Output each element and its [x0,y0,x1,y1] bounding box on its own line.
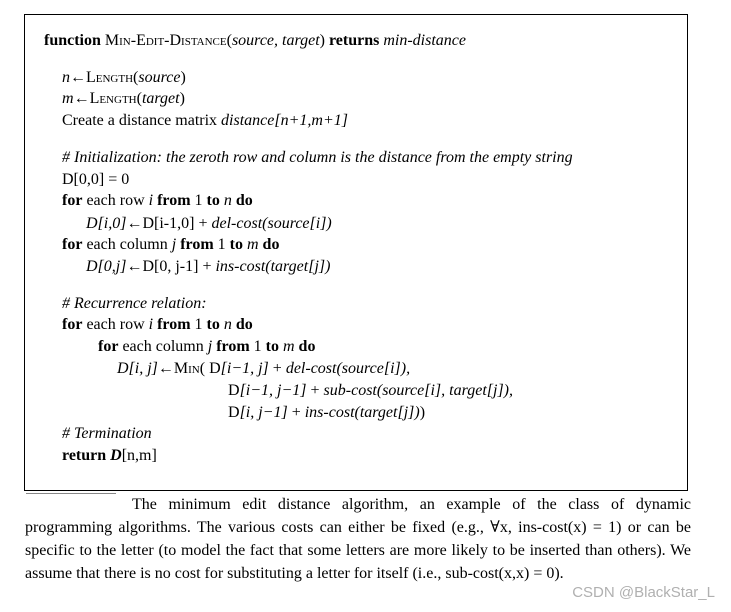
do-keyword: do [298,338,316,355]
arg-target: target [141,90,180,107]
function-name: Min-Edit-Distance [104,32,227,49]
return-index: [n,m] [121,447,157,464]
ins-cost-func: ins-cost [215,258,266,275]
line-recurrence-1 [117,359,410,379]
matrix-d: D [228,404,240,421]
matrix-d: D [142,215,155,232]
del-cost-func: del-cost [285,360,337,377]
arg-source: source [138,69,181,86]
length-func: Length [86,69,134,86]
lhs-cell: D[0,j] [86,258,127,275]
line-for-col-rec [98,337,315,357]
open-paren: ( [199,360,206,377]
from-keyword: from [157,316,191,333]
assign-arrow: ← [126,215,143,232]
line-recurrence-2 [228,381,513,401]
end-value: n [223,316,232,333]
plus-sign: + [202,258,212,275]
matrix-index: [i−1, j] [220,360,269,377]
lhs-cell: D[i,0] [86,215,127,232]
returns-keyword: returns [328,32,380,49]
return-keyword: return [62,447,107,464]
line-n-length [62,68,186,88]
create-matrix-expr: distance[n+1,m+1] [221,112,348,129]
close-paren: ) [180,69,186,86]
plus-sign: + [272,360,282,377]
algorithm-box [24,14,688,491]
each-column-text: each column [122,338,204,355]
plus-sign: + [310,382,320,399]
var-i: i [148,316,154,333]
line-col-init-body [86,257,330,277]
caption-text: The minimum edit distance algorithm, an example of the class of dynamic programming algorithms. The various costs can either be fixed (e.g., ∀x, ins-cost(x) = 1) or can be specific to the letter (to model the fact that some letters are more likely to be inserted than others). We assume that there is no cost for substituting a letter for itself (i.e., sub-cost(x,x) = 0). [25,496,691,582]
to-keyword: to [229,236,243,253]
do-keyword: do [262,236,280,253]
end-value: m [282,338,295,355]
to-keyword: to [206,192,220,209]
assign-arrow: ← [126,258,143,275]
watermark-text: CSDN @BlackStar_L [572,584,715,601]
min-func: Min [173,360,200,377]
cost-arg: (target[j]) [354,404,420,421]
end-value: m [246,236,259,253]
matrix-d: D [209,360,221,377]
for-keyword: for [98,338,119,355]
assign-arrow: ← [70,69,86,86]
start-value: 1 [194,316,203,333]
del-cost-func: del-cost [211,215,263,232]
var-n: n [62,69,70,86]
each-row-text: each row [86,316,145,333]
for-keyword: for [62,192,83,209]
return-value: min-distance [383,32,466,49]
matrix-d: D [142,258,155,275]
to-keyword: to [265,338,279,355]
start-value: 1 [194,192,203,209]
var-j: j [207,338,213,355]
for-keyword: for [62,236,83,253]
comment-termination: # Termination [62,425,152,442]
from-keyword: from [216,338,250,355]
var-m: m [62,90,74,107]
for-keyword: for [62,316,83,333]
from-keyword: from [157,192,191,209]
each-column-text: each column [86,236,168,253]
assign-arrow: ← [157,360,174,377]
comment-initialization: # Initialization: the zeroth row and column is the distance from the empty string [62,149,573,166]
close-paren: ) [419,404,426,421]
line-m-length [62,89,185,109]
cost-arg: (source[i]) [262,215,332,232]
lhs-cell: D[i, j] [117,360,158,377]
function-keyword: function [44,32,101,49]
start-value: 1 [217,236,226,253]
line-for-col-init [62,235,279,255]
cost-arg: (source[i]), [336,360,411,377]
line-for-row-init [62,191,253,211]
var-j: j [171,236,177,253]
header-open-paren: ( [226,32,232,49]
matrix-index: [i, j−1] [239,404,288,421]
comment-recurrence: # Recurrence relation: [62,295,207,312]
line-row-init-body [86,214,332,234]
matrix-d: D [110,447,122,464]
open-paren: ( [133,69,139,86]
matrix-index: [i−1, j−1] [239,382,307,399]
matrix-d: D [228,382,240,399]
line-d00: D[0,0] = 0 [62,171,130,188]
from-keyword: from [180,236,214,253]
start-value: 1 [253,338,262,355]
open-paren: ( [136,90,142,107]
do-keyword: do [235,316,253,333]
line-return [62,446,157,466]
assign-arrow: ← [73,90,90,107]
plus-sign: + [291,404,301,421]
end-value: n [223,192,232,209]
to-keyword: to [206,316,220,333]
line-recurrence-3 [228,403,425,423]
function-params: source, target [231,32,320,49]
sub-cost-func: sub-cost [323,382,377,399]
line-create-matrix [62,111,348,131]
var-i: i [148,192,154,209]
ins-cost-func: ins-cost [304,404,355,421]
line-for-row-rec [62,315,253,335]
close-paren: ) [179,90,185,107]
plus-sign: + [198,215,208,232]
cost-arg: (source[i], target[j]), [376,382,513,399]
each-row-text: each row [86,192,145,209]
cost-arg: (target[j]) [265,258,331,275]
matrix-index: [i-1,0] [154,215,195,232]
length-func: Length [89,90,137,107]
do-keyword: do [235,192,253,209]
figure-caption [25,493,691,585]
header-close-paren: ) [319,32,325,49]
function-header [44,31,466,51]
matrix-index: [0, j-1] [154,258,199,275]
create-matrix-text: Create a distance matrix [62,112,218,129]
